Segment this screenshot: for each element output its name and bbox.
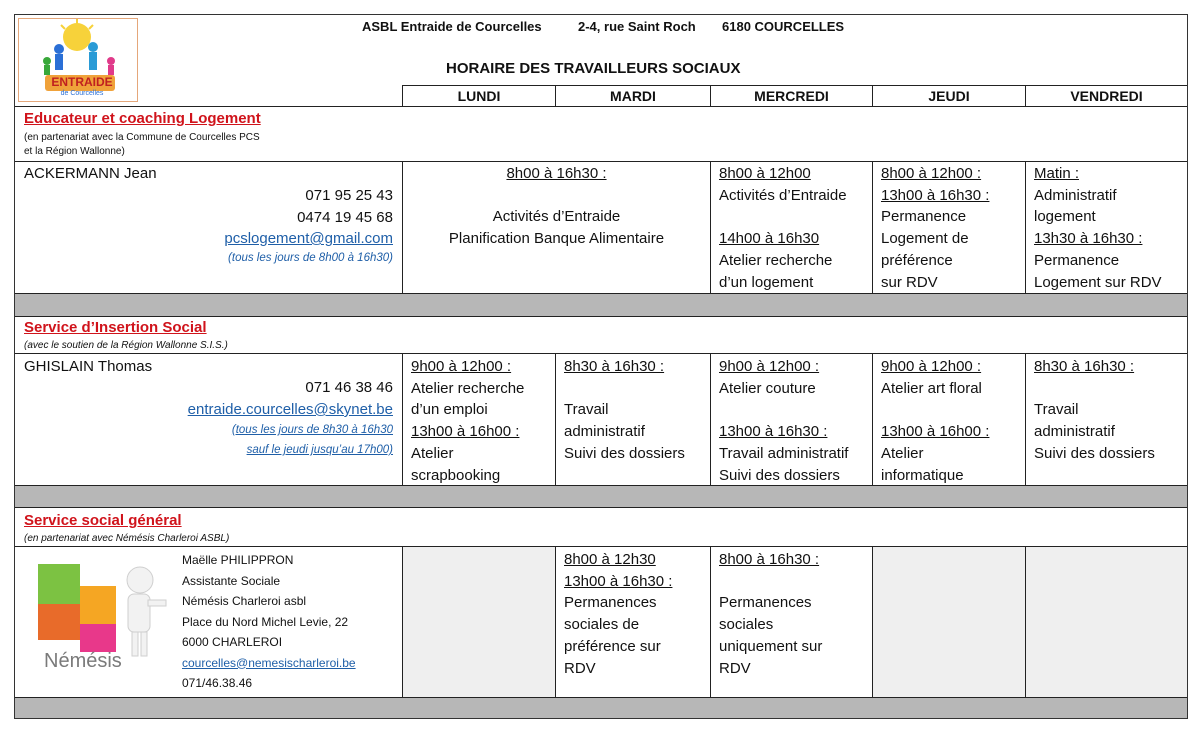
hours-note: (tous les jours de 8h00 à 16h30) xyxy=(228,252,393,264)
activity: Activités d’Entraide xyxy=(492,208,621,226)
time-slot: 8h00 à 12h00 : xyxy=(881,165,982,182)
activity: Activités d’Entraide xyxy=(719,186,847,204)
section-subtitle: (en partenariat avec Némésis Charleroi ASBL) xyxy=(24,533,230,544)
activity: Travail xyxy=(564,401,609,419)
schedule-mardi xyxy=(564,356,685,465)
time-slot: 8h00 à 12h00 xyxy=(719,165,811,182)
separator-row xyxy=(15,294,1187,316)
activity: Logement de xyxy=(881,230,969,248)
activity: Atelier couture xyxy=(719,379,816,397)
separator-row xyxy=(15,486,1187,507)
contact-card-text xyxy=(182,550,356,694)
section-subtitle: (avec le soutien de la Région Wallonne S.I.S.) xyxy=(24,340,228,351)
time-slot: 9h00 à 12h00 : xyxy=(411,358,512,375)
page-title: HORAIRE DES TRAVAILLEURS SOCIAUX xyxy=(446,60,741,77)
activity: Permanence xyxy=(881,208,967,226)
contact-org: Némésis Charleroi asbl xyxy=(182,594,307,608)
worker-name: GHISLAIN Thomas xyxy=(24,358,153,375)
contact-email-link[interactable]: courcelles@nemesischarleroi.be xyxy=(182,655,356,670)
activity: administratif xyxy=(1034,423,1115,441)
activity: RDV xyxy=(564,659,596,677)
activity: Suivi des dossiers xyxy=(564,444,685,462)
day-header-jeudi: JEUDI xyxy=(928,88,970,104)
activity: préférence xyxy=(881,251,953,269)
email-link[interactable]: entraide.courcelles@skynet.be xyxy=(187,401,393,418)
phone-number: 0474 19 45 68 xyxy=(297,209,393,226)
time-slot: 13h00 à 16h30 : xyxy=(719,423,828,441)
activity: Permanence xyxy=(1034,251,1120,269)
activity: Planification Banque Alimentaire xyxy=(448,230,665,248)
section-subtitle: et la Région Wallonne) xyxy=(24,146,125,157)
section-subtitle: (en partenariat avec la Commune de Courcelles PCS xyxy=(24,132,260,143)
phone-number: 071 46 38 46 xyxy=(305,379,393,396)
schedule-lundi-mardi xyxy=(403,163,710,250)
time-slot: 9h00 à 12h00 : xyxy=(881,358,982,375)
activity: Atelier recherche xyxy=(411,379,525,397)
activity: Travail administratif xyxy=(719,444,849,462)
hours-note: sauf le jeudi jusqu’au 17h00) xyxy=(246,444,393,456)
logo-text: ENTRAIDE xyxy=(51,75,113,89)
activity: informatique xyxy=(881,466,964,484)
time-slot: 13h30 à 16h30 : xyxy=(1034,230,1143,248)
activity: d’un emploi xyxy=(411,401,488,419)
nemesis-logo-text: Némésis xyxy=(44,650,122,672)
activity: uniquement sur xyxy=(719,637,823,655)
hours-note: (tous les jours de 8h30 à 16h30 xyxy=(231,424,393,436)
time-slot: 9h00 à 12h00 : xyxy=(719,358,820,375)
time-slot: 13h00 à 16h30 : xyxy=(564,572,673,590)
day-header-vendredi: VENDREDI xyxy=(1070,88,1143,104)
time-slot: Matin : xyxy=(1034,165,1080,182)
contact-phone: 071/46.38.46 xyxy=(182,676,253,690)
activity: Permanences xyxy=(719,594,812,612)
empty-cell xyxy=(1026,547,1187,697)
worker-name: ACKERMANN Jean xyxy=(24,165,157,182)
schedule-vendredi xyxy=(1034,356,1155,465)
org-name: ASBL Entraide de Courcelles xyxy=(362,19,542,34)
empty-cell xyxy=(873,547,1025,697)
time-slot: 8h00 à 16h30 : xyxy=(506,165,607,182)
activity: Administratif xyxy=(1034,186,1117,204)
schedule-mercredi xyxy=(719,549,822,679)
time-slot: 13h00 à 16h30 : xyxy=(881,186,990,204)
schedule-mercredi xyxy=(719,356,848,486)
day-header-lundi: LUNDI xyxy=(457,88,501,104)
activity: sur RDV xyxy=(881,273,938,291)
org-city: 6180 COURCELLES xyxy=(722,19,845,34)
activity: sociales xyxy=(719,616,774,634)
schedule-jeudi xyxy=(881,163,989,293)
activity: Atelier recherche xyxy=(719,251,833,269)
activity: scrapbooking xyxy=(411,466,501,484)
activity: administratif xyxy=(564,423,645,441)
activity: préférence sur xyxy=(564,637,661,655)
day-header-mardi: MARDI xyxy=(610,88,656,104)
schedule-mercredi xyxy=(719,163,847,293)
activity: Permanences xyxy=(564,594,657,612)
empty-cell xyxy=(403,547,555,697)
contact-role: Assistante Sociale xyxy=(182,573,281,588)
time-slot: 8h00 à 16h30 : xyxy=(719,551,820,568)
time-slot: 13h00 à 16h00 : xyxy=(881,423,990,441)
activity: logement xyxy=(1034,208,1096,226)
schedule-jeudi xyxy=(881,356,989,486)
activity: d’un logement xyxy=(719,273,814,291)
business-card xyxy=(22,548,372,694)
activity: Travail xyxy=(1034,401,1079,419)
activity: Suivi des dossiers xyxy=(719,466,840,484)
activity: Suivi des dossiers xyxy=(1034,444,1155,462)
time-slot: 8h30 à 16h30 : xyxy=(564,358,665,375)
time-slot: 13h00 à 16h00 : xyxy=(411,423,520,441)
time-slot: 14h00 à 16h30 xyxy=(719,230,820,248)
contact-city: 6000 CHARLEROI xyxy=(182,635,283,649)
logo-subtext: de Courcelles xyxy=(60,90,104,97)
section-title-insertion: Service d’Insertion Social xyxy=(24,319,207,336)
org-address: 2-4, rue Saint Roch xyxy=(578,19,696,34)
activity: RDV xyxy=(719,659,751,677)
entraide-logo xyxy=(18,18,138,102)
schedule-mardi xyxy=(564,549,672,679)
activity: Atelier xyxy=(411,444,454,462)
schedule-vendredi xyxy=(1034,163,1162,293)
phone-number: 071 95 25 43 xyxy=(305,187,393,204)
day-header-mercredi: MERCREDI xyxy=(754,88,829,104)
schedule-lundi xyxy=(411,356,524,486)
activity: Atelier xyxy=(881,444,924,462)
section-title-social: Service social général xyxy=(24,512,182,529)
activity: sociales de xyxy=(564,616,640,634)
separator-row xyxy=(15,698,1187,718)
email-link[interactable]: pcslogement@gmail.com xyxy=(224,230,393,247)
section-title-logement: Educateur et coaching Logement xyxy=(24,110,261,127)
contact-name: Maëlle PHILIPPRON xyxy=(182,553,294,567)
activity: Atelier art floral xyxy=(881,379,982,397)
time-slot: 8h30 à 16h30 : xyxy=(1034,358,1135,375)
activity: Logement sur RDV xyxy=(1034,273,1162,291)
contact-street: Place du Nord Michel Levie, 22 xyxy=(182,614,349,629)
time-slot: 8h00 à 12h30 xyxy=(564,551,656,568)
